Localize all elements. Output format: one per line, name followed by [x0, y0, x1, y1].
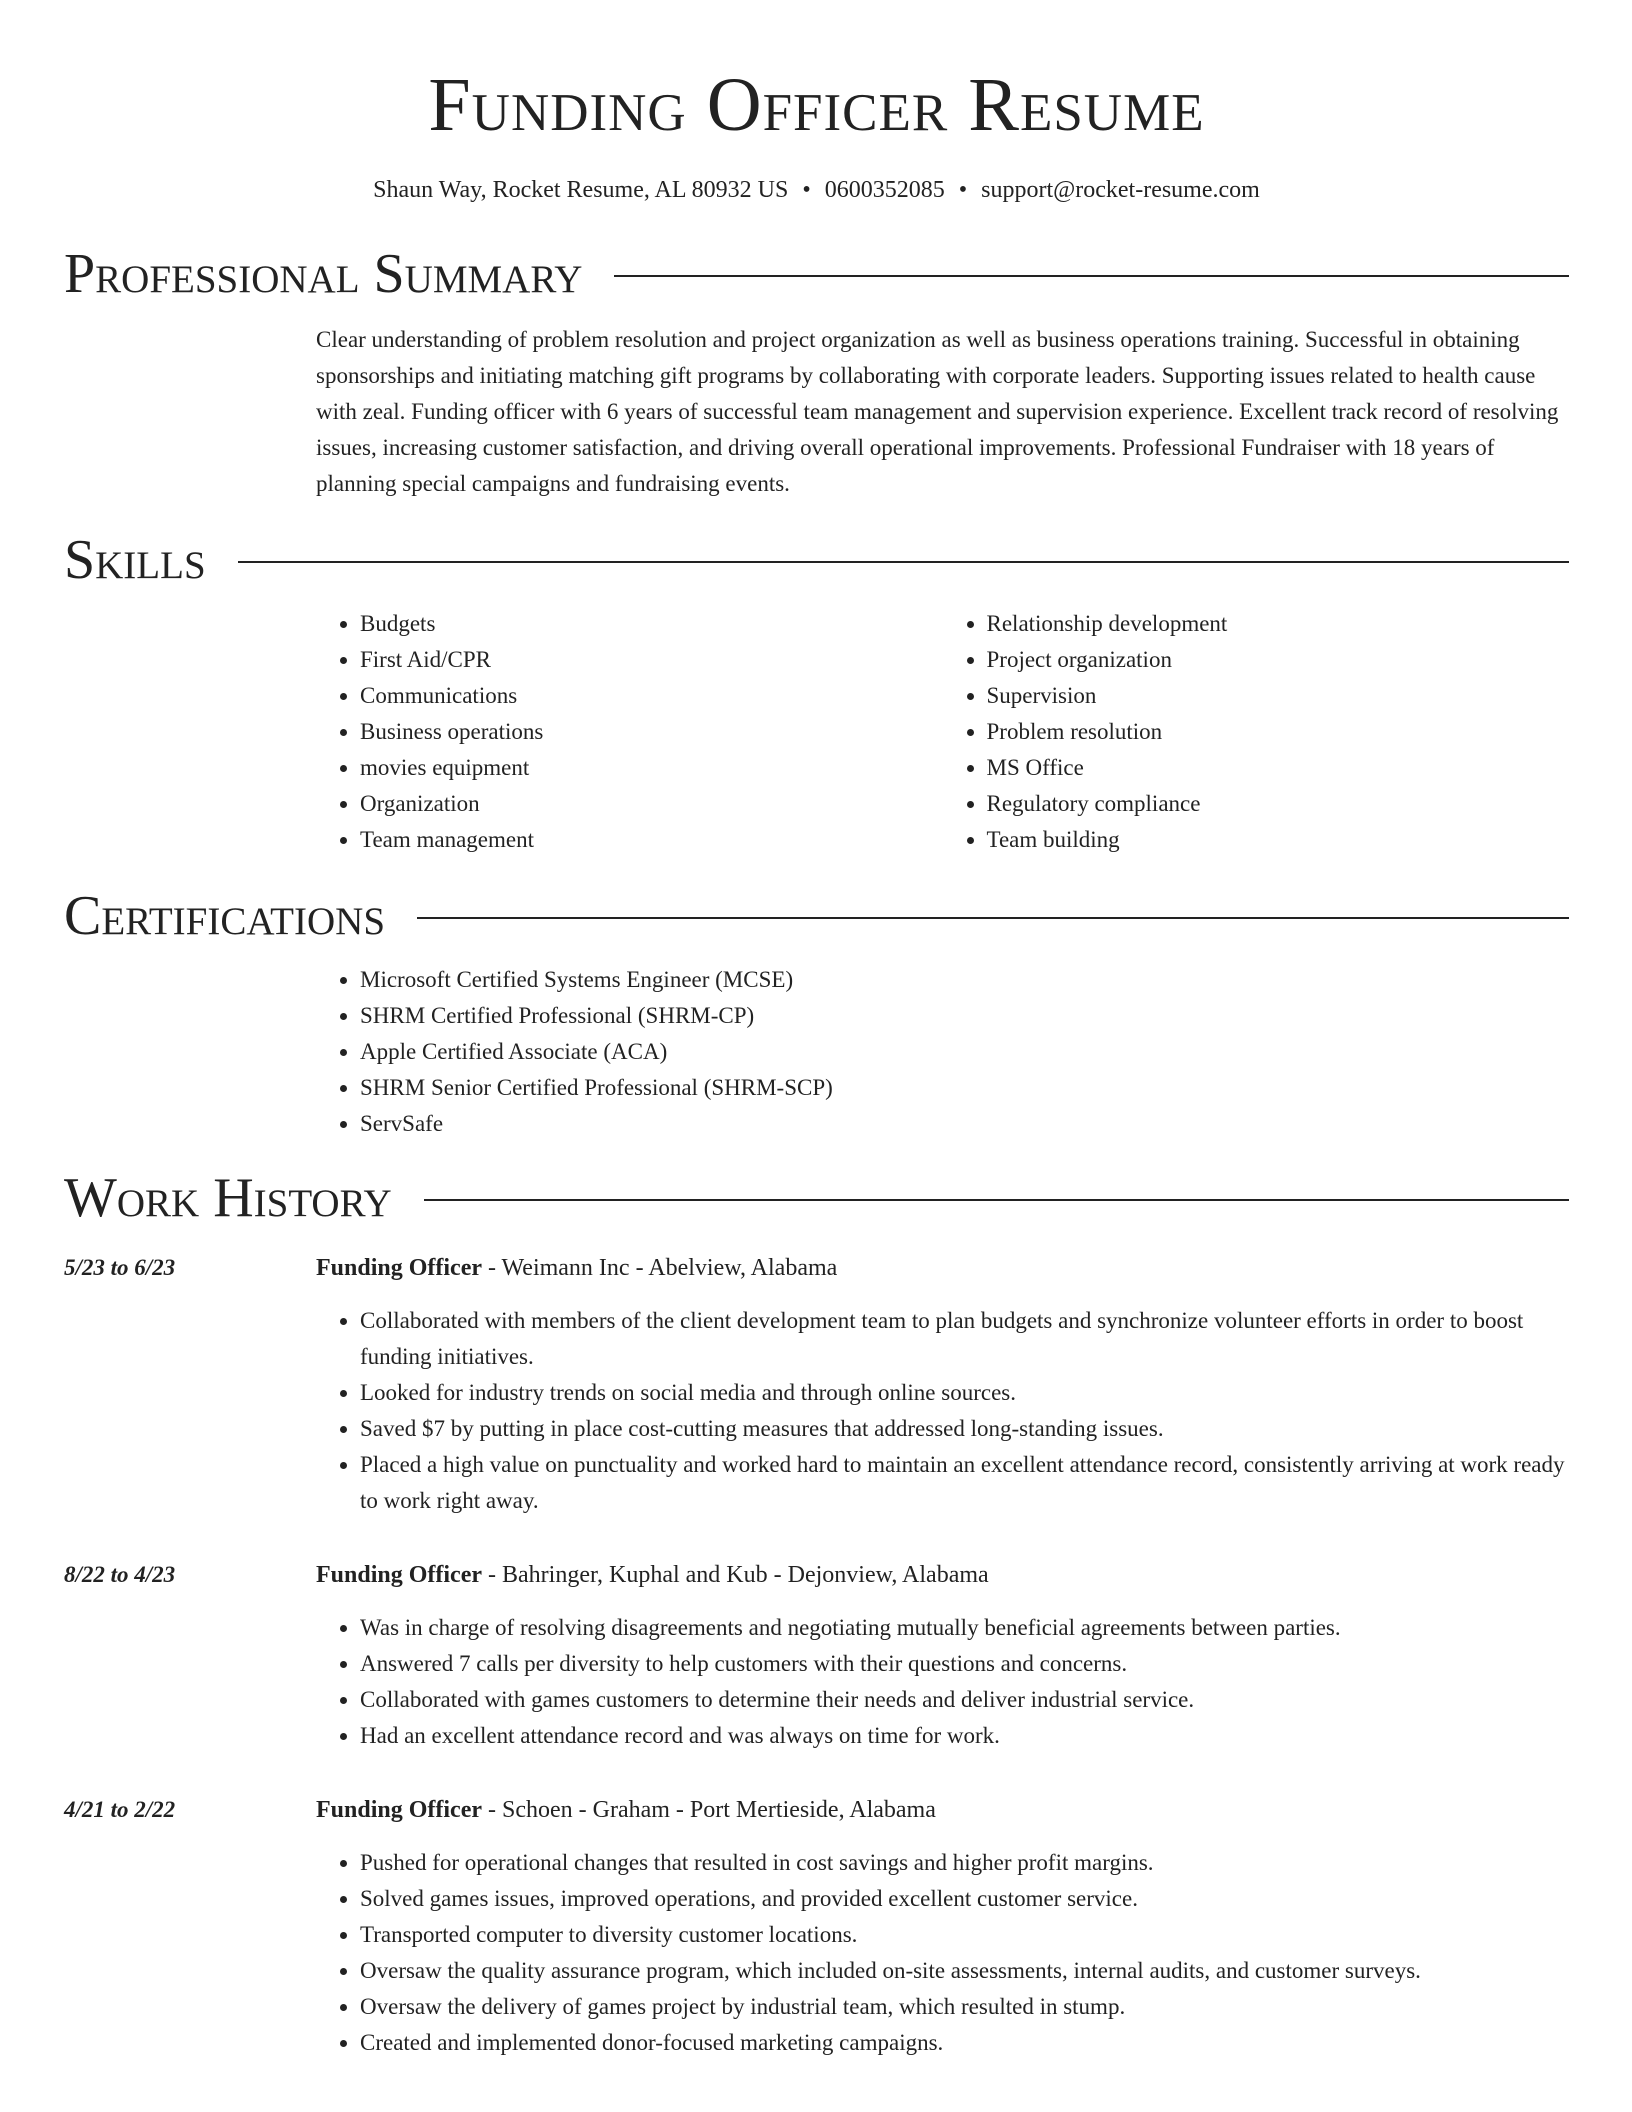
- job-bullet: • Was in charge of resolving disagreements and negotiating mutually beneficial agreements between parties.: [360, 1610, 1569, 1646]
- certifications-section-header: [64, 884, 1569, 948]
- job-bullet: • Placed a high value on punctuality and worked hard to maintain an excellent attendance record, consistently arriving at work ready to work right away.: [360, 1447, 1569, 1519]
- work-history-heading: Work History: [64, 1167, 392, 1229]
- certification-item: • ServSafe: [360, 1106, 1569, 1142]
- section-divider: [238, 561, 1569, 563]
- job-entry: [64, 1557, 1569, 1754]
- certification-item: • Microsoft Certified Systems Engineer (MCSE): [360, 962, 1569, 998]
- skill-item: • Problem resolution: [987, 714, 1570, 750]
- job-title: Funding Officer: [316, 1255, 482, 1281]
- job-bullets: [316, 1303, 1569, 1519]
- job-heading: [316, 1250, 1569, 1286]
- summary-heading: Professional Summary: [64, 243, 583, 305]
- job-title: Funding Officer: [316, 1797, 482, 1823]
- contact-email: support@rocket-resume.com: [981, 177, 1260, 203]
- job-employer: - Weimann Inc - Abelview, Alabama: [482, 1255, 838, 1281]
- job-heading: [316, 1557, 1569, 1593]
- skill-item: • Team management: [360, 822, 943, 858]
- resume-title: Funding Officer Resume: [428, 63, 1205, 147]
- certifications-list: [316, 962, 1569, 1142]
- skills-columns: [316, 606, 1569, 858]
- job-dates: 8/22 to 4/23: [64, 1562, 176, 1587]
- summary-section-header: [64, 242, 1569, 306]
- job-bullet: • Saved $7 by putting in place cost-cutting measures that addressed long-standing issues.: [360, 1411, 1569, 1447]
- skill-item: • Budgets: [360, 606, 943, 642]
- certification-item: • SHRM Certified Professional (SHRM-CP): [360, 998, 1569, 1034]
- job-bullets: [316, 1845, 1569, 2061]
- skill-item: • Project organization: [987, 642, 1570, 678]
- job-heading: [316, 1792, 1569, 1828]
- skills-list-right: [943, 606, 1570, 858]
- contact-phone: 0600352085: [824, 177, 945, 203]
- skill-item: • First Aid/CPR: [360, 642, 943, 678]
- job-entry: [64, 1792, 1569, 2061]
- job-bullet: • Collaborated with members of the client development team to plan budgets and synchronize volunteer efforts in order to boost funding initiatives.: [360, 1303, 1569, 1375]
- section-divider: [424, 1199, 1569, 1201]
- job-bullet: • Pushed for operational changes that resulted in cost savings and higher profit margins.: [360, 1845, 1569, 1881]
- skill-item: • Regulatory compliance: [987, 786, 1570, 822]
- certification-item: • SHRM Senior Certified Professional (SHRM-SCP): [360, 1070, 1569, 1106]
- certifications-heading: Certifications: [64, 885, 386, 947]
- summary-text: Clear understanding of problem resolution and project organization as well as business operations training. Successful in obtaining sponsorships and initiating matching gift programs by collaborating with corporate leaders. Supporting issues related to health cause with zeal. Funding officer with 6 years of successful team management and supervision experience. Excellent track record of resolving issues, increasing customer satisfaction, and driving overall operational improvements. Professional Fundraiser with 18 years of planning special campaigns and fundraising events.: [316, 327, 1559, 496]
- certification-item: • Apple Certified Associate (ACA): [360, 1034, 1569, 1070]
- skill-item: • MS Office: [987, 750, 1570, 786]
- job-employer: - Bahringer, Kuphal and Kub - Dejonview, Alabama: [482, 1562, 989, 1588]
- skill-item: • Team building: [987, 822, 1570, 858]
- job-bullet: • Transported computer to diversity customer locations.: [360, 1917, 1569, 1953]
- contact-line: [64, 174, 1569, 206]
- skill-item: • movies equipment: [360, 750, 943, 786]
- section-divider: [614, 275, 1569, 277]
- contact-separator: •: [802, 177, 811, 203]
- contact-separator: •: [958, 177, 968, 203]
- job-bullet: • Oversaw the quality assurance program, which included on-site assessments, internal audits, and customer surveys.: [360, 1953, 1569, 1989]
- skill-item: • Communications: [360, 678, 943, 714]
- section-divider: [417, 917, 1569, 919]
- job-bullet: • Looked for industry trends on social media and through online sources.: [360, 1375, 1569, 1411]
- job-bullet: • Oversaw the delivery of games project by industrial team, which resulted in stump.: [360, 1989, 1569, 2025]
- job-dates: 4/21 to 2/22: [64, 1797, 176, 1822]
- work-history-section-header: [64, 1166, 1569, 1230]
- job-entry: [64, 1250, 1569, 1519]
- job-bullet: • Had an excellent attendance record and was always on time for work.: [360, 1718, 1569, 1754]
- job-bullet: • Collaborated with games customers to determine their needs and deliver industrial service.: [360, 1682, 1569, 1718]
- job-bullet: • Solved games issues, improved operations, and provided excellent customer service.: [360, 1881, 1569, 1917]
- job-title: Funding Officer: [316, 1562, 482, 1588]
- skill-item: • Supervision: [987, 678, 1570, 714]
- skill-item: • Organization: [360, 786, 943, 822]
- job-bullet: • Answered 7 calls per diversity to help customers with their questions and concerns.: [360, 1646, 1569, 1682]
- skills-section-header: [64, 528, 1569, 592]
- skills-list-left: [316, 606, 943, 858]
- skill-item: • Business operations: [360, 714, 943, 750]
- job-bullet: • Created and implemented donor-focused marketing campaigns.: [360, 2025, 1569, 2061]
- job-bullets: [316, 1610, 1569, 1754]
- contact-address: Shaun Way, Rocket Resume, AL 80932 US: [373, 177, 789, 203]
- skills-heading: Skills: [64, 529, 206, 591]
- skill-item: • Relationship development: [987, 606, 1570, 642]
- job-dates: 5/23 to 6/23: [64, 1255, 176, 1280]
- job-employer: - Schoen - Graham - Port Mertieside, Alabama: [482, 1797, 936, 1823]
